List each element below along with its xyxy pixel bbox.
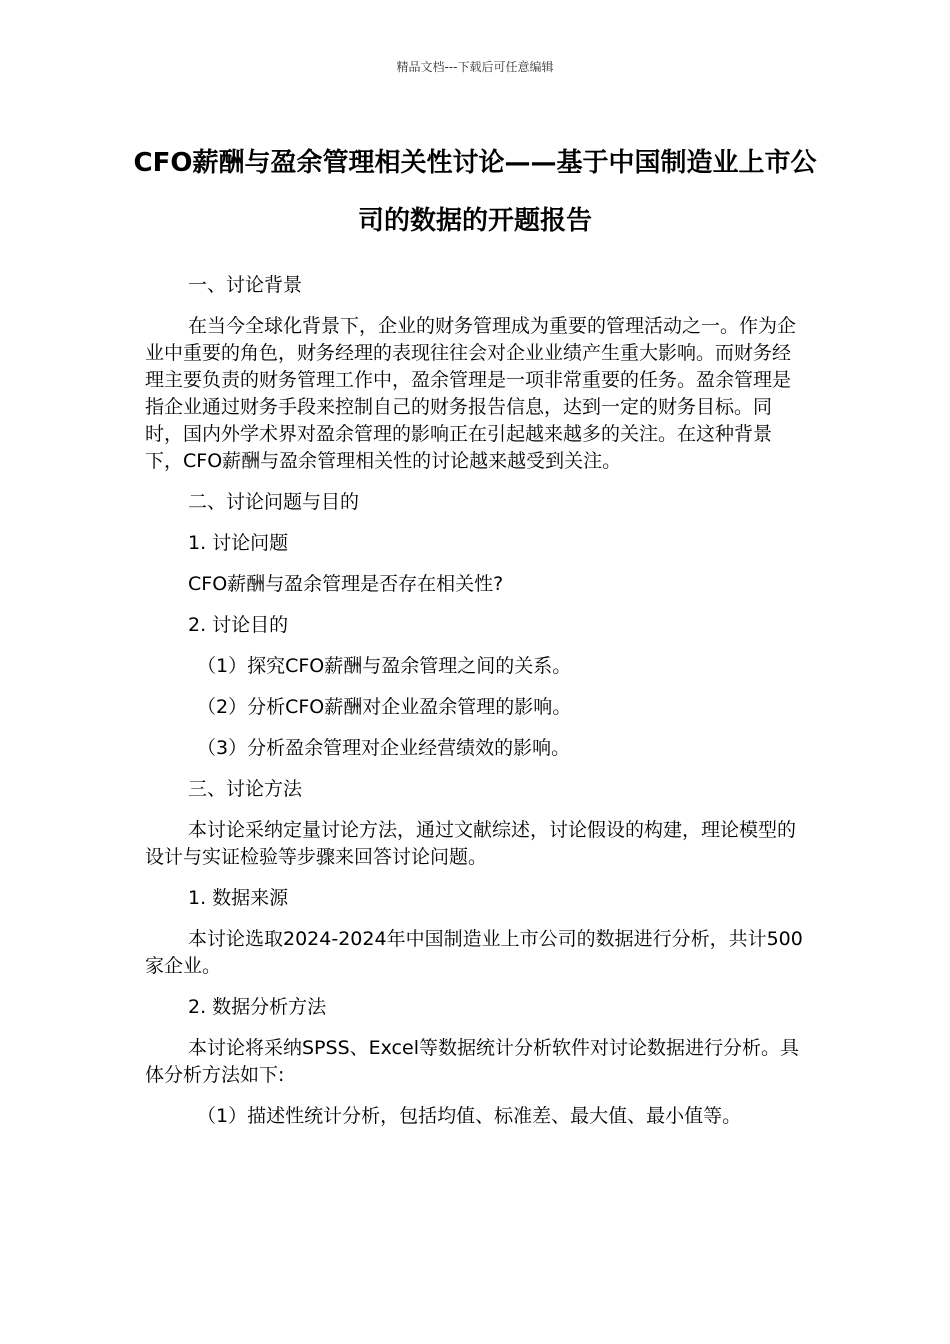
subheading-analysis-method: 2. 数据分析方法 <box>188 996 327 1018</box>
research-question: CFO薪酬与盈余管理是否存在相关性? <box>188 573 504 595</box>
paragraph-background: 在当今全球化背景下，企业的财务管理成为重要的管理活动之一。作为企业中重要的角色，财务经理的表现往往会对企业业绩产生重大影响。而财务经理主要负责的财务管理工作中，盈余管理是一项非常重要的任务。盈余管理是指企业通过财务手段来控制自己的财务报告信息，达到一定的财务目标。同时，国内外学术界对盈余管理的影响正在引起越来越多的关注。在这种背景下，CFO薪酬与盈余管理相关性的讨论越来越受到关注。 <box>145 315 797 472</box>
subheading-data-source: 1. 数据来源 <box>188 887 289 909</box>
section-heading-background: 一、讨论背景 <box>188 274 303 296</box>
document-body <box>145 272 805 1144</box>
document-title: CFO薪酬与盈余管理相关性讨论——基于中国制造业上市公司的数据的开题报告 <box>133 148 817 236</box>
subheading-goals: 2. 讨论目的 <box>188 614 289 636</box>
goal-item-2: （2）分析CFO薪酬对企业盈余管理的影响。 <box>197 696 572 718</box>
subheading-question: 1. 讨论问题 <box>188 532 289 554</box>
section-heading-questions: 二、讨论问题与目的 <box>188 491 360 513</box>
goal-item-3: （3）分析盈余管理对企业经营绩效的影响。 <box>197 737 571 759</box>
paragraph-analysis-method: 本讨论将采纳SPSS、Excel等数据统计分析软件对讨论数据进行分析。具体分析方法如下: <box>145 1037 799 1086</box>
paragraph-data-source: 本讨论选取2024-2024年中国制造业上市公司的数据进行分析，共计500家企业。 <box>145 928 803 977</box>
goal-item-1: （1）探究CFO薪酬与盈余管理之间的关系。 <box>197 655 572 677</box>
paragraph-methods: 本讨论采纳定量讨论方法，通过文献综述，讨论假设的构建，理论模型的设计与实证检验等步骤来回答讨论问题。 <box>145 819 797 868</box>
section-heading-methods: 三、讨论方法 <box>188 778 303 800</box>
header-note: 精品文档---下载后可任意编辑 <box>396 60 554 74</box>
method-item-1: （1）描述性统计分析，包括均值、标准差、最大值、最小值等。 <box>197 1105 742 1127</box>
